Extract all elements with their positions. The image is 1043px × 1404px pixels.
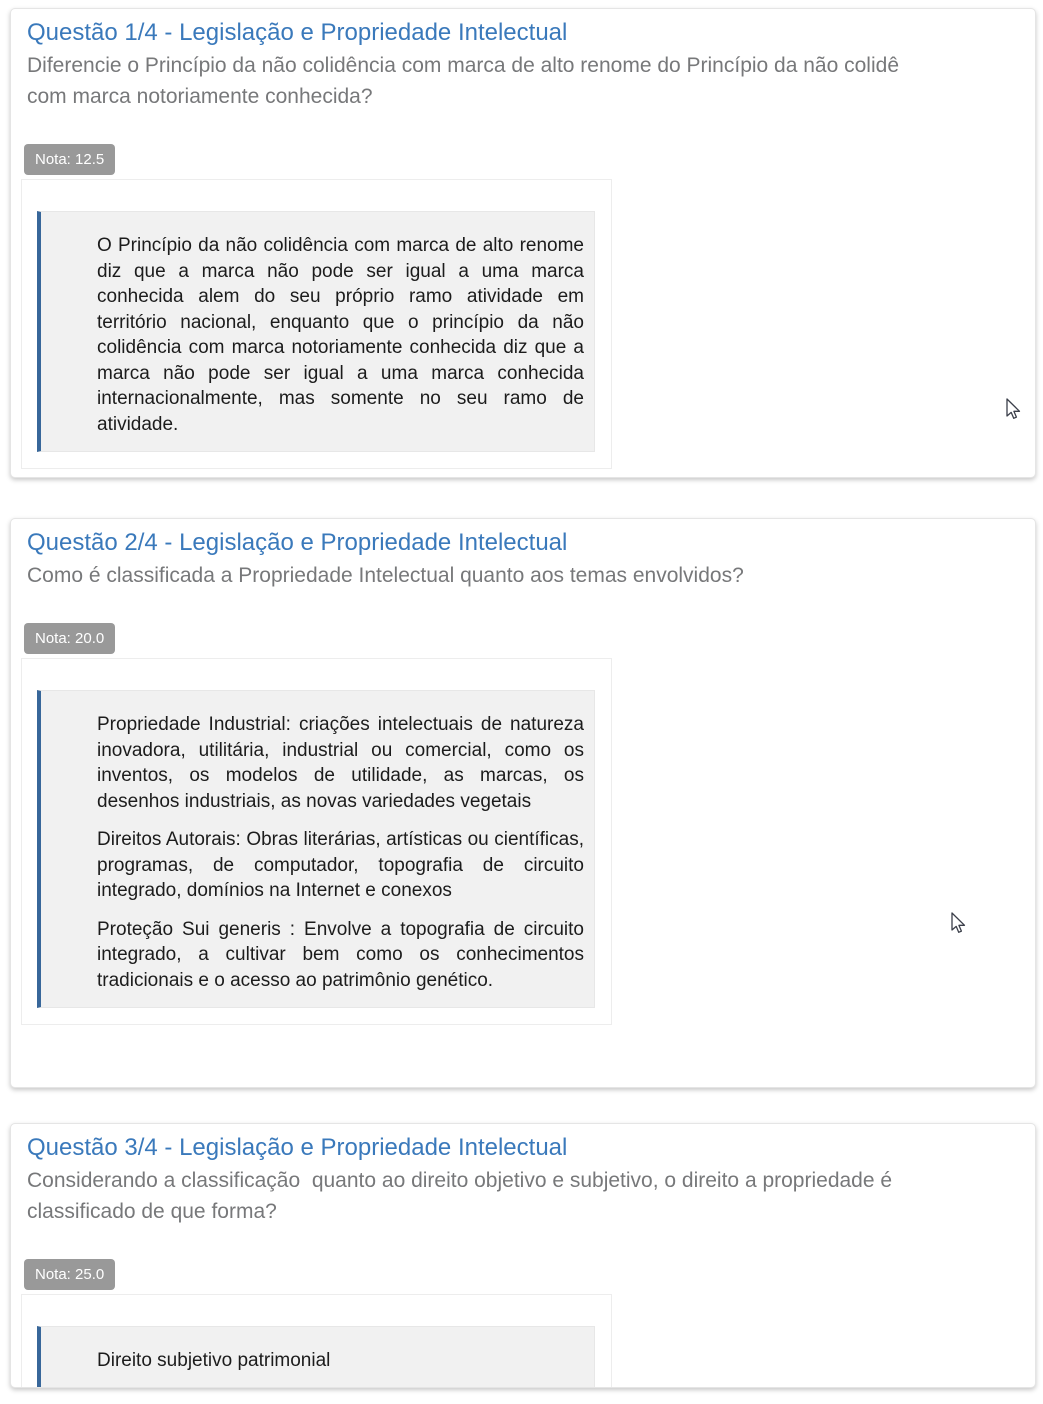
question-title: Questão 2/4 - Legislação e Propriedade Intelectual	[27, 529, 568, 556]
question-title: Questão 3/4 - Legislação e Propriedade Intelectual	[27, 1134, 568, 1161]
question-text-line: classificado de que forma?	[27, 1200, 277, 1223]
question-card	[10, 1123, 1036, 1388]
nota-badge: Nota: 20.0	[24, 623, 115, 654]
mouse-cursor-icon	[1001, 397, 1023, 421]
question-text-line: com marca notoriamente conhecida?	[27, 85, 373, 108]
answer-paragraph: Direitos Autorais: Obras literárias, artísticas ou científicas, programas, de computador, topografia de circuito integrado, domínios na Internet e conexos	[97, 829, 584, 901]
nota-badge: Nota: 25.0	[24, 1259, 115, 1290]
question-card	[10, 518, 1036, 1088]
question-card	[10, 8, 1036, 478]
answer-box	[21, 658, 612, 1025]
nota-badge: Nota: 12.5	[24, 144, 115, 175]
question-text	[27, 1165, 1035, 1227]
mouse-cursor-icon	[946, 911, 968, 935]
answer-quote	[37, 1326, 595, 1388]
answer-paragraph: Propriedade Industrial: criações intelectuais de natureza inovadora, utilitária, industrial ou comercial, como os inventos, os modelos de utilidade, as marcas, os desenhos industriais, as novas variedades vegetais	[97, 714, 584, 812]
answer-quote	[37, 211, 595, 452]
question-title: Questão 1/4 - Legislação e Propriedade Intelectual	[27, 19, 568, 46]
answer-paragraph: Proteção Sui generis : Envolve a topografia de circuito integrado, a cultivar bem como os conhecimentos tradicionais e o acesso ao patrimônio genético.	[97, 918, 584, 991]
question-text	[27, 560, 1035, 591]
answer-box	[21, 179, 612, 469]
answer-box	[21, 1294, 612, 1388]
answer-quote	[37, 690, 595, 1008]
answer-paragraph: Direito subjetivo patrimonial	[97, 1350, 331, 1371]
question-text-line: Diferencie o Princípio da não colidência com marca de alto renome do Princípio da não colidê	[27, 54, 899, 77]
question-text	[27, 50, 1035, 112]
question-text-line: Considerando a classificação quanto ao direito objetivo e subjetivo, o direito a propriedade é	[27, 1169, 893, 1192]
question-text-line: Como é classificada a Propriedade Intelectual quanto aos temas envolvidos?	[27, 564, 744, 587]
answer-paragraph: O Princípio da não colidência com marca de alto renome diz que a marca não pode ser igual a uma marca conhecida alem do seu próprio ramo atividade em território nacional, enquanto que o princípio da não colidência com marca notoriamente conhecida diz que a marca não pode ser igual a uma marca conhecida internacionalmente, mas somente no seu ramo de atividade.	[97, 235, 584, 435]
